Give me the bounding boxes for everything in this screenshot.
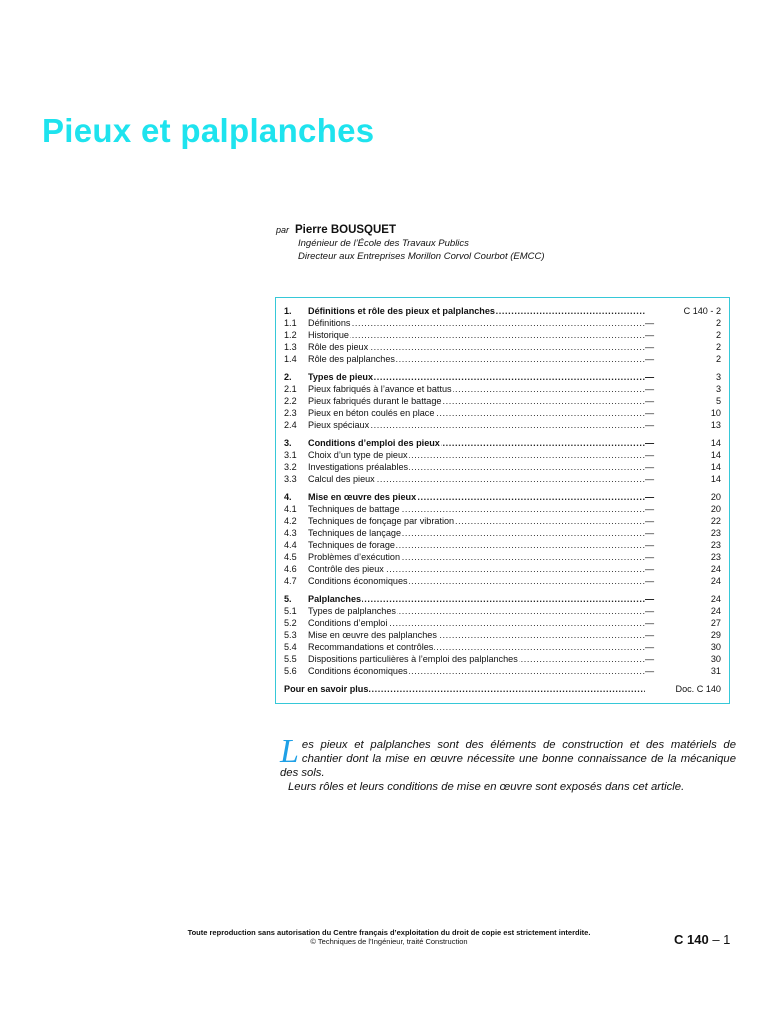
toc-entry[interactable] bbox=[284, 539, 721, 551]
toc-label bbox=[308, 665, 645, 677]
toc-label bbox=[308, 317, 645, 329]
toc-section-heading[interactable] bbox=[284, 437, 721, 449]
toc-label-text: Techniques de battage bbox=[308, 504, 400, 514]
toc-page: 29 bbox=[710, 630, 721, 640]
toc-label bbox=[308, 617, 645, 629]
toc-label-text: Conditions économiques bbox=[308, 666, 408, 676]
toc-page: C 140 - 2 bbox=[683, 306, 721, 316]
toc-sep: — bbox=[645, 354, 655, 364]
toc-label-text: Contrôle des pieux bbox=[308, 564, 384, 574]
author-name: Pierre BOUSQUET bbox=[295, 224, 396, 236]
page-title: Pieux et palplanches bbox=[42, 112, 375, 149]
toc-num: 3. bbox=[284, 438, 292, 448]
toc-label bbox=[308, 563, 645, 575]
toc-label-text: Dispositions particulières à l’emploi des palplanches bbox=[308, 654, 518, 664]
toc-label-text: Techniques de lançage bbox=[308, 528, 402, 538]
toc-page: 30 bbox=[710, 654, 721, 664]
copyright-notice bbox=[150, 928, 628, 946]
toc-num: 5.3 bbox=[284, 630, 297, 640]
toc-section bbox=[284, 371, 721, 431]
toc-page: 3 bbox=[715, 372, 721, 382]
toc-num: 4.5 bbox=[284, 552, 297, 562]
toc-num: 1.2 bbox=[284, 330, 297, 340]
toc-page: 30 bbox=[710, 642, 721, 652]
toc-label bbox=[308, 575, 645, 587]
toc-page: 20 bbox=[710, 492, 721, 502]
toc-page: 22 bbox=[710, 516, 721, 526]
toc-page: 23 bbox=[710, 540, 721, 550]
toc-label bbox=[308, 593, 645, 605]
byline bbox=[276, 224, 545, 263]
toc-label bbox=[308, 383, 645, 395]
intro-paragraph: es pieux et palplanches sont des éléments de construction et des matériels de chantier dont la mise en œuvre nécessite une bonne connaissance de la mécanique des sols. bbox=[280, 739, 736, 779]
toc-sep: — bbox=[645, 606, 655, 616]
toc-entry[interactable] bbox=[284, 605, 721, 617]
toc-label bbox=[308, 629, 645, 641]
introduction bbox=[280, 733, 736, 794]
toc-label-text: Mise en œuvre des palplanches bbox=[308, 630, 437, 640]
toc-label bbox=[308, 419, 645, 431]
toc-page: 27 bbox=[710, 618, 721, 628]
toc-entry[interactable] bbox=[284, 563, 721, 575]
toc-label-text: Pieux spéciaux bbox=[308, 420, 370, 430]
toc-sep: — bbox=[645, 504, 655, 514]
folio-page: – 1 bbox=[708, 932, 731, 947]
toc-entry[interactable] bbox=[284, 527, 721, 539]
toc-label-text: Définitions et rôle des pieux et palplanches bbox=[308, 306, 495, 316]
toc-num: 3.2 bbox=[284, 462, 297, 472]
author-affiliation: Directeur aux Entreprises Morillon Corvol Courbot (EMCC) bbox=[298, 251, 545, 262]
toc-num: 4.2 bbox=[284, 516, 297, 526]
toc-num: 2.3 bbox=[284, 408, 297, 418]
toc-label bbox=[308, 503, 645, 515]
toc-label-text: Conditions d’emploi des pieux bbox=[308, 438, 440, 448]
toc-entry[interactable] bbox=[284, 329, 721, 341]
toc-entry[interactable] bbox=[284, 641, 721, 653]
toc-label-text: Calcul des pieux bbox=[308, 474, 375, 484]
page-folio bbox=[674, 932, 730, 947]
toc-section bbox=[284, 305, 721, 365]
toc-entry[interactable] bbox=[284, 629, 721, 641]
toc-num: 1.4 bbox=[284, 354, 297, 364]
toc-label-text: Problèmes d’exécution bbox=[308, 552, 400, 562]
toc-num: 4.7 bbox=[284, 576, 297, 586]
toc-num: 5.2 bbox=[284, 618, 297, 628]
toc-label bbox=[308, 605, 645, 617]
toc-label-text: Pieux en béton coulés en place bbox=[308, 408, 435, 418]
toc-page: 23 bbox=[710, 528, 721, 538]
toc-page: 14 bbox=[710, 474, 721, 484]
toc-label bbox=[308, 395, 645, 407]
toc-page: 14 bbox=[710, 438, 721, 448]
toc-label bbox=[308, 551, 645, 563]
toc-num: 2.1 bbox=[284, 384, 297, 394]
toc-label bbox=[308, 473, 645, 485]
toc-label bbox=[308, 491, 645, 503]
toc-label-text: Techniques de forage bbox=[308, 540, 395, 550]
copyright-line: Toute reproduction sans autorisation du Centre français d’exploitation du droit de copie est strictement interdite. bbox=[187, 928, 591, 937]
toc-label-text: Pieux fabriqués à l’avance et battus bbox=[308, 384, 452, 394]
folio-code: C 140 bbox=[674, 932, 709, 947]
toc-sep: — bbox=[645, 630, 655, 640]
toc-entry[interactable] bbox=[284, 617, 721, 629]
toc-num: 5.5 bbox=[284, 654, 297, 664]
drop-cap: L bbox=[280, 733, 299, 770]
toc-label-text: Palplanches bbox=[308, 594, 362, 604]
publisher-line: © Techniques de l’Ingénieur, traité Construction bbox=[310, 937, 468, 946]
toc-num: 4.6 bbox=[284, 564, 297, 574]
toc-label bbox=[308, 515, 645, 527]
toc-page: 14 bbox=[710, 462, 721, 472]
toc-num: 4. bbox=[284, 492, 292, 502]
toc-sep: — bbox=[645, 642, 655, 652]
toc-page: 5 bbox=[715, 396, 721, 406]
author-affiliation: Ingénieur de l’École des Travaux Publics bbox=[298, 238, 469, 249]
toc-further-reading[interactable] bbox=[284, 683, 721, 695]
toc-num: 1.3 bbox=[284, 342, 297, 352]
toc-num: 5. bbox=[284, 594, 292, 604]
toc-section bbox=[284, 437, 721, 485]
toc-label bbox=[284, 683, 645, 695]
toc-entry[interactable] bbox=[284, 461, 721, 473]
toc-entry[interactable] bbox=[284, 653, 721, 665]
toc-sep: — bbox=[645, 318, 655, 328]
toc-label bbox=[308, 461, 645, 473]
toc-sep: — bbox=[645, 492, 655, 502]
toc-sep: — bbox=[645, 462, 655, 472]
toc-entry[interactable] bbox=[284, 317, 721, 329]
toc-sep: — bbox=[645, 564, 655, 574]
toc-section-heading[interactable] bbox=[284, 305, 721, 317]
toc-page: 13 bbox=[710, 420, 721, 430]
toc-entry[interactable] bbox=[284, 395, 721, 407]
toc-label bbox=[308, 341, 645, 353]
toc-num: 2.4 bbox=[284, 420, 297, 430]
toc-label bbox=[308, 437, 645, 449]
toc-entry[interactable] bbox=[284, 341, 721, 353]
table-of-contents bbox=[275, 297, 730, 704]
toc-entry[interactable] bbox=[284, 419, 721, 431]
toc-entry[interactable] bbox=[284, 383, 721, 395]
toc-num: 5.6 bbox=[284, 666, 297, 676]
toc-label bbox=[308, 539, 645, 551]
toc-label-text: Définitions bbox=[308, 318, 351, 328]
toc-label-text: Conditions économiques bbox=[308, 576, 408, 586]
toc-page: 31 bbox=[710, 666, 721, 676]
toc-section bbox=[284, 593, 721, 677]
toc-label bbox=[308, 449, 645, 461]
toc-label-text: Techniques de fonçage par vibration bbox=[308, 516, 455, 526]
toc-label-text: Conditions d’emploi bbox=[308, 618, 388, 628]
toc-entry[interactable] bbox=[284, 449, 721, 461]
toc-page: 24 bbox=[710, 606, 721, 616]
toc-page: 2 bbox=[715, 342, 721, 352]
toc-sep: — bbox=[645, 552, 655, 562]
toc-page: 2 bbox=[715, 318, 721, 328]
toc-entry[interactable] bbox=[284, 575, 721, 587]
toc-entry[interactable] bbox=[284, 665, 721, 677]
toc-num: 4.1 bbox=[284, 504, 297, 514]
toc-page: 3 bbox=[715, 384, 721, 394]
toc-page: 10 bbox=[710, 408, 721, 418]
toc-page: 20 bbox=[710, 504, 721, 514]
toc-sep: — bbox=[645, 594, 655, 604]
toc-sep: — bbox=[645, 666, 655, 676]
toc-label-text: Investigations préalables bbox=[308, 462, 409, 472]
toc-sep: — bbox=[645, 396, 655, 406]
toc-entry[interactable] bbox=[284, 473, 721, 485]
toc-label-text: Recommandations et contrôles bbox=[308, 642, 434, 652]
toc-sep: — bbox=[645, 384, 655, 394]
toc-label-text: Pieux fabriqués durant le battage bbox=[308, 396, 442, 406]
toc-label bbox=[308, 641, 645, 653]
toc-sep: — bbox=[645, 516, 655, 526]
toc-label bbox=[308, 329, 645, 341]
toc-label-text: Mise en œuvre des pieux bbox=[308, 492, 417, 502]
toc-page: 2 bbox=[715, 330, 721, 340]
toc-sep: — bbox=[645, 474, 655, 484]
toc-entry[interactable] bbox=[284, 407, 721, 419]
toc-page: 24 bbox=[710, 576, 721, 586]
toc-section-heading[interactable] bbox=[284, 491, 721, 503]
toc-label bbox=[308, 353, 645, 365]
toc-entry[interactable] bbox=[284, 503, 721, 515]
toc-sep: — bbox=[645, 576, 655, 586]
toc-label-text: Rôle des palplanches bbox=[308, 354, 395, 364]
toc-label-text: Choix d’un type de pieux bbox=[308, 450, 408, 460]
toc-page: 14 bbox=[710, 450, 721, 460]
toc-num: 2. bbox=[284, 372, 292, 382]
toc-num: 1. bbox=[284, 306, 292, 316]
toc-sep: — bbox=[645, 438, 655, 448]
toc-section-heading[interactable] bbox=[284, 593, 721, 605]
toc-page: Doc. C 140 bbox=[675, 684, 721, 694]
toc-label-text: Rôle des pieux bbox=[308, 342, 369, 352]
toc-section-heading[interactable] bbox=[284, 371, 721, 383]
toc-sep: — bbox=[645, 342, 655, 352]
toc-entry[interactable] bbox=[284, 515, 721, 527]
toc-num: 2.2 bbox=[284, 396, 297, 406]
toc-sep: — bbox=[645, 528, 655, 538]
toc-num: 4.4 bbox=[284, 540, 297, 550]
toc-label-text: Historique bbox=[308, 330, 349, 340]
toc-section bbox=[284, 491, 721, 587]
toc-entry[interactable] bbox=[284, 551, 721, 563]
toc-label-text: Pour en savoir plus bbox=[284, 684, 369, 694]
toc-sep: — bbox=[645, 540, 655, 550]
toc-num: 1.1 bbox=[284, 318, 297, 328]
toc-sep: — bbox=[645, 654, 655, 664]
toc-num: 5.4 bbox=[284, 642, 297, 652]
toc-page: 23 bbox=[710, 552, 721, 562]
toc-sep: — bbox=[645, 618, 655, 628]
toc-sep: — bbox=[645, 330, 655, 340]
toc-sep: — bbox=[645, 450, 655, 460]
toc-sep: — bbox=[645, 420, 655, 430]
byline-par: par bbox=[276, 225, 290, 235]
toc-page: 24 bbox=[710, 594, 721, 604]
toc-label bbox=[308, 407, 645, 419]
toc-num: 3.1 bbox=[284, 450, 297, 460]
intro-paragraph: Leurs rôles et leurs conditions de mise en œuvre sont exposés dans cet article. bbox=[288, 781, 685, 793]
toc-label bbox=[308, 371, 645, 383]
toc-label bbox=[308, 305, 645, 317]
toc-sep: — bbox=[645, 408, 655, 418]
toc-label bbox=[308, 653, 645, 665]
toc-num: 5.1 bbox=[284, 606, 297, 616]
toc-num: 3.3 bbox=[284, 474, 297, 484]
toc-num: 4.3 bbox=[284, 528, 297, 538]
toc-entry[interactable] bbox=[284, 353, 721, 365]
toc-page: 24 bbox=[710, 564, 721, 574]
toc-label bbox=[308, 527, 645, 539]
toc-page: 2 bbox=[715, 354, 721, 364]
toc-label-text: Types de pieux bbox=[308, 372, 374, 382]
toc-label-text: Types de palplanches bbox=[308, 606, 396, 616]
toc-sep: — bbox=[645, 372, 655, 382]
